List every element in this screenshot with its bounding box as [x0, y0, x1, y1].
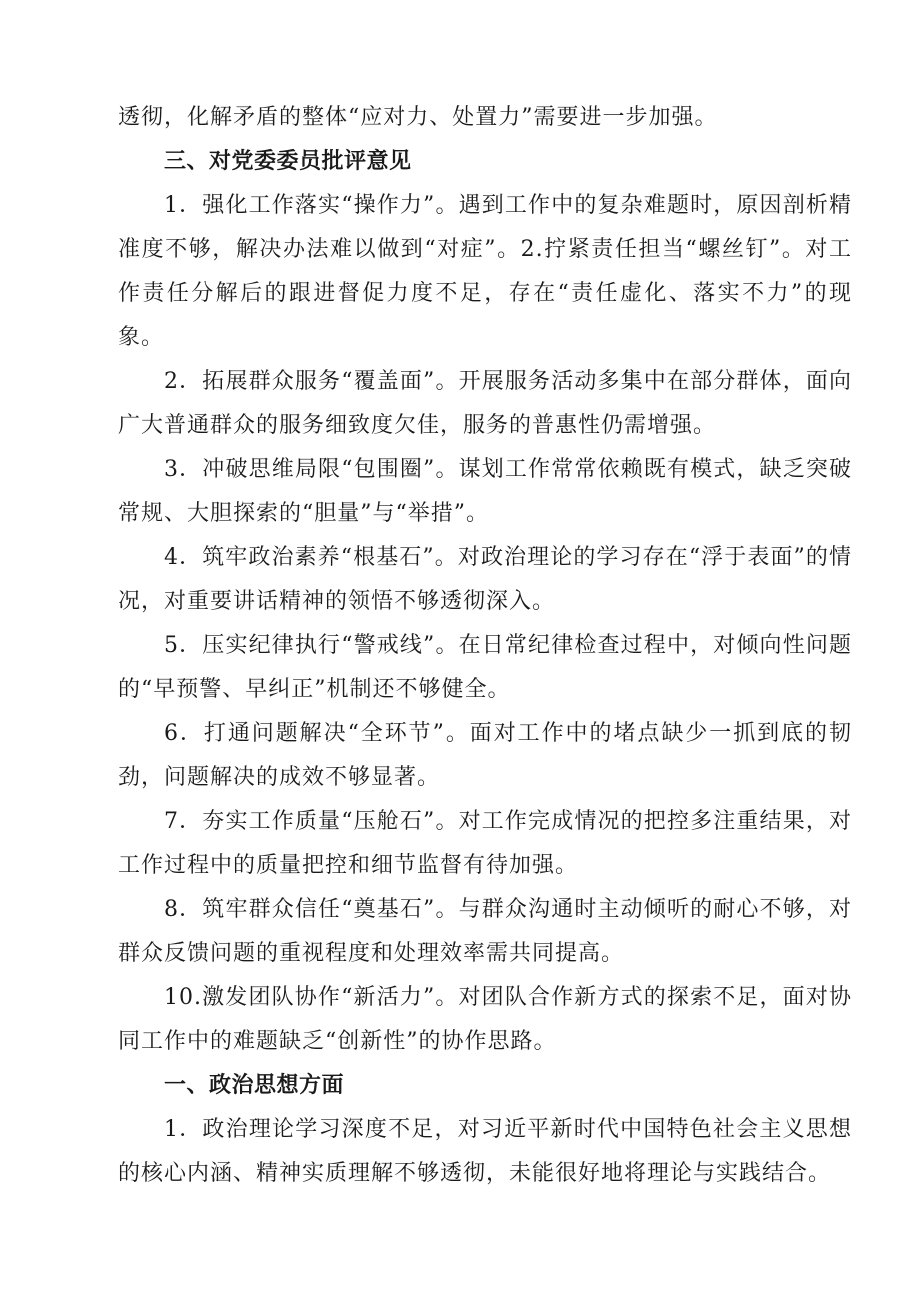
paragraph-continuation: 透彻，化解矛盾的整体“应对力、处置力”需要进一步加强。 [118, 105, 718, 130]
criticism-item-10: 10.激发团队协作“新活力”。对团队合作新方式的探索不足，面对协同工作中的难题缺乏“创新性”的协作思路。 [118, 985, 852, 1054]
document-body [118, 96, 852, 1196]
criticism-item-3: 3．冲破思维局限“包围圈”。谋划工作常常依赖既有模式，缺乏突破常规、大胆探索的“胆量”与“举措”。 [118, 457, 852, 526]
criticism-item-7: 7．夯实工作质量“压舱石”。对工作完成情况的把控多注重结果，对工作过程中的质量把控和细节监督有待加强。 [118, 809, 852, 878]
criticism-item-5: 5．压实纪律执行“警戒线”。在日常纪律检查过程中，对倾向性问题的“早预警、早纠正”机制还不够健全。 [118, 633, 852, 702]
section-heading-party-committee-criticism: 三、对党委委员批评意见 [164, 149, 412, 174]
criticism-item-4: 4．筑牢政治素养“根基石”。对政治理论的学习存在“浮于表面”的情况，对重要讲话精神的领悟不够透彻深入。 [118, 545, 852, 614]
section-heading-political-thought: 一、政治思想方面 [164, 1073, 345, 1098]
criticism-item-1: 1．强化工作落实“操作力”。遇到工作中的复杂难题时，原因剖析精准度不够，解决办法难以做到“对症”。2.拧紧责任担当“螺丝钉”。对工作责任分解后的跟进督促力度不足，存在“责任虚化、落实不力”的现象。 [118, 193, 852, 350]
criticism-item-6: 6．打通问题解决“全环节”。面对工作中的堵点缺少一抓到底的韧劲，问题解决的成效不够显著。 [118, 721, 852, 790]
political-thought-item-1: 1．政治理论学习深度不足，对习近平新时代中国特色社会主义思想的核心内涵、精神实质理解不够透彻，未能很好地将理论与实践结合。 [118, 1117, 852, 1186]
criticism-item-8: 8．筑牢群众信任“奠基石”。与群众沟通时主动倾听的耐心不够，对群众反馈问题的重视程度和处理效率需共同提高。 [118, 897, 852, 966]
criticism-item-2: 2．拓展群众服务“覆盖面”。开展服务活动多集中在部分群体，面向广大普通群众的服务细致度欠佳，服务的普惠性仍需增强。 [118, 369, 852, 438]
